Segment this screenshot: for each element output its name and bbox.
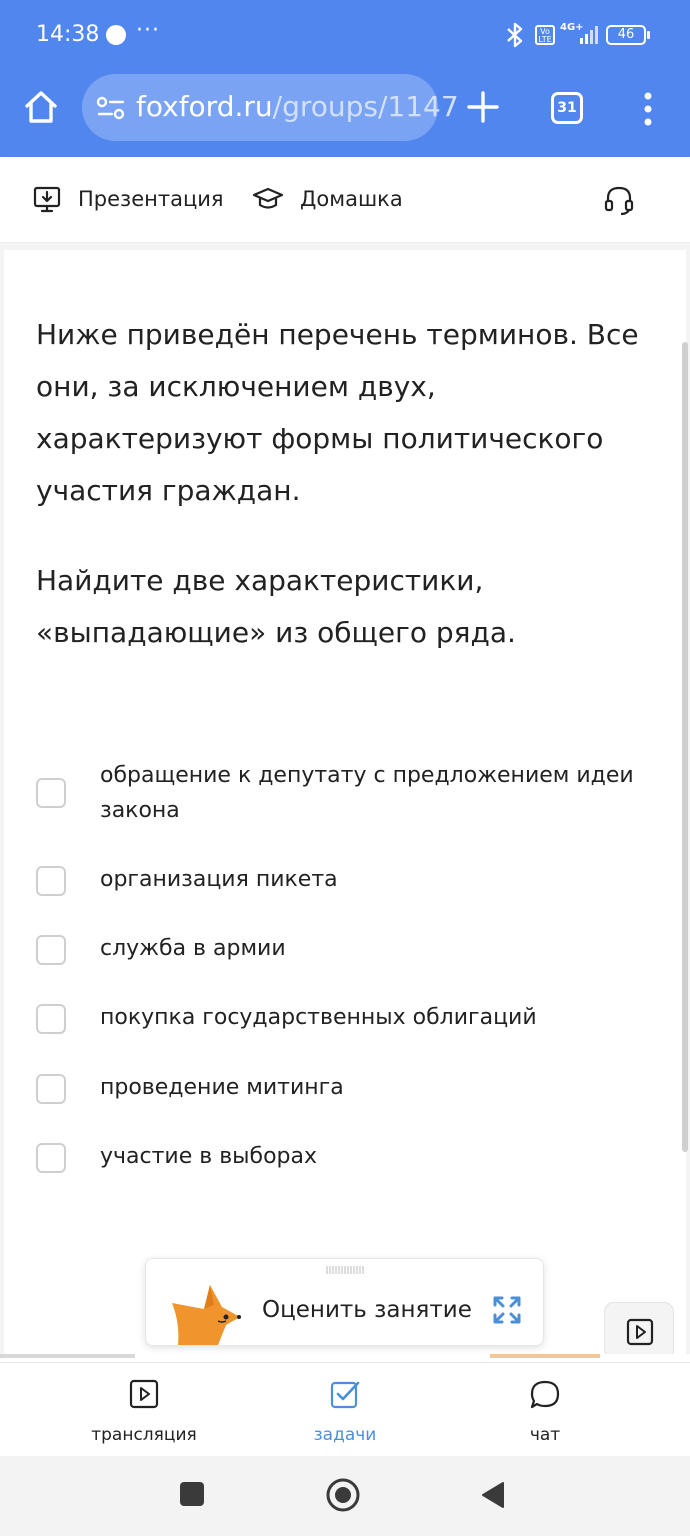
lesson-toolbar xyxy=(0,157,690,243)
answer-checkbox[interactable] xyxy=(36,866,66,896)
nav-tab-tasks[interactable] xyxy=(275,1379,415,1445)
back-triangle-icon[interactable] xyxy=(481,1481,505,1509)
answer-checkbox[interactable] xyxy=(36,1074,66,1104)
nav-tab-chat[interactable] xyxy=(475,1379,615,1445)
answer-label: участие в выборах xyxy=(100,1144,318,1169)
presentation-button[interactable] xyxy=(32,184,224,214)
answer-label: организация пикета xyxy=(100,867,338,892)
download-presentation-icon xyxy=(32,184,62,214)
content-peek-strip xyxy=(0,1354,690,1362)
floating-video-button[interactable] xyxy=(604,1302,674,1360)
answer-checkbox[interactable] xyxy=(36,935,66,965)
drag-handle-icon[interactable] xyxy=(326,1265,366,1275)
battery-icon: 46 xyxy=(606,25,646,45)
browser-menu-icon[interactable] xyxy=(640,92,656,126)
answer-checkbox[interactable] xyxy=(36,778,66,808)
support-headset-icon[interactable] xyxy=(603,184,635,216)
checkbox-icon xyxy=(330,1379,360,1409)
url-path: /groups/1147 xyxy=(272,90,459,123)
network-type: 4G+ xyxy=(560,22,584,33)
recent-apps-icon[interactable] xyxy=(179,1481,205,1507)
nav-tab-label: задачи xyxy=(313,1425,377,1445)
bluetooth-icon xyxy=(504,22,526,48)
status-bar xyxy=(0,0,690,72)
url-host: foxford.ru xyxy=(136,90,273,123)
peek-bar xyxy=(0,1354,135,1358)
status-time: 14:38 xyxy=(36,22,100,47)
answer-label: проведение митинга xyxy=(100,1075,344,1100)
fox-mascot-icon xyxy=(170,1283,242,1345)
url-bar[interactable] xyxy=(82,74,459,141)
nav-tab-label: трансляция xyxy=(91,1425,197,1445)
play-square-icon xyxy=(626,1318,654,1346)
task-question: Ниже приведён перечень терминов. Все они, за исключением двух, характеризуют формы политического участия граждан. xyxy=(36,318,639,507)
scrollbar[interactable] xyxy=(682,342,688,1152)
url-text[interactable] xyxy=(136,90,459,123)
battery-tip xyxy=(647,31,650,39)
nav-tab-label: чат xyxy=(529,1425,561,1445)
peek-bar xyxy=(490,1354,600,1358)
task-instruction: Найдите две характеристики, «выпадающие» из общего ряда. xyxy=(36,564,516,649)
home-circle-icon[interactable] xyxy=(325,1477,361,1513)
graduation-cap-icon xyxy=(252,184,284,214)
volte-icon: Vo LTE xyxy=(535,25,555,45)
nav-tab-broadcast[interactable] xyxy=(74,1379,214,1445)
homework-label: Домашка xyxy=(300,187,403,211)
answer-label: служба в армии xyxy=(100,936,286,961)
answer-label: покупка государственных облигаций xyxy=(100,1005,537,1030)
home-icon[interactable] xyxy=(22,88,60,126)
bottom-navigation xyxy=(0,1362,690,1456)
rate-lesson-label: Оценить занятие xyxy=(262,1297,472,1323)
homework-button[interactable] xyxy=(252,184,403,214)
play-square-icon xyxy=(129,1379,159,1409)
expand-icon[interactable] xyxy=(492,1295,522,1325)
browser-header xyxy=(0,0,690,157)
chat-bubble-icon xyxy=(530,1379,560,1409)
answer-label: обращение к депутату с предложением идеи закона xyxy=(100,763,634,823)
answer-checkbox[interactable] xyxy=(36,1143,66,1173)
new-tab-icon[interactable] xyxy=(464,88,502,126)
tab-switcher-button[interactable]: 31 xyxy=(551,92,583,124)
more-notifications-icon: ··· xyxy=(136,18,160,43)
notification-dot-icon xyxy=(106,25,126,45)
presentation-label: Презентация xyxy=(78,187,224,211)
site-settings-icon[interactable] xyxy=(96,94,126,122)
system-navigation-bar xyxy=(0,1456,690,1536)
answer-checkbox[interactable] xyxy=(36,1004,66,1034)
signal-icon xyxy=(580,24,602,44)
rate-lesson-widget[interactable] xyxy=(145,1258,544,1346)
